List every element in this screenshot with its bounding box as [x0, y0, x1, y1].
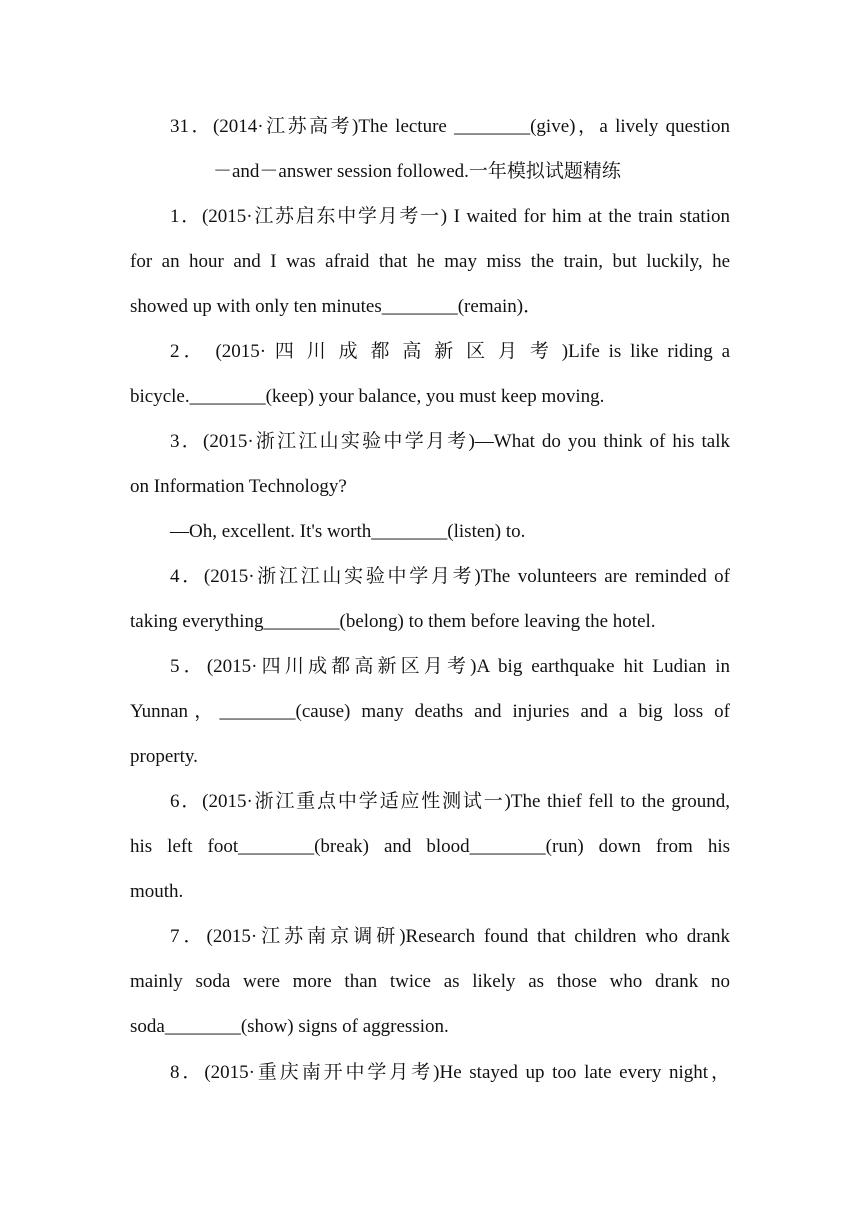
question-2-line-1: 2． (2015· 四 川 成 都 高 新 区 月 考 )Life is like riding a: [170, 341, 730, 362]
question-6-line-3: mouth.: [130, 881, 184, 902]
question-3-line-3: —Oh, excellent. It's worth________(listen) to.: [170, 521, 526, 542]
question-5-line-3: property.: [130, 746, 198, 767]
question-1-line-3: showed up with only ten minutes________(remain)．: [130, 296, 543, 317]
question-8-line-1: 8．(2015·重庆南开中学月考)He stayed up too late every night，: [170, 1062, 730, 1083]
question-5-line-2: Yunnan，________(cause) many deaths and injuries and a big loss of: [130, 701, 730, 722]
question-2-line-2: bicycle.________(keep) your balance, you must keep moving.: [130, 386, 605, 407]
question-4-line-2: taking everything________(belong) to them before leaving the hotel.: [130, 611, 656, 632]
question-1-line-1: 1．(2015·江苏启东中学月考一) I waited for him at the train station: [170, 206, 730, 227]
question-31-line-2: －and－answer session followed.一年模拟试题精练: [213, 161, 621, 182]
question-7-line-2: mainly soda were more than twice as likely as those who drank no: [130, 971, 730, 992]
question-4-line-1: 4．(2015·浙江江山实验中学月考)The volunteers are reminded of: [170, 566, 730, 587]
question-7-line-1: 7．(2015·江苏南京调研)Research found that children who drank: [170, 926, 730, 947]
question-5-line-1: 5．(2015·四川成都高新区月考)A big earthquake hit Ludian in: [170, 656, 730, 677]
question-3-line-2: on Information Technology?: [130, 476, 347, 497]
question-6-line-1: 6．(2015·浙江重点中学适应性测试一)The thief fell to the ground,: [170, 791, 730, 812]
question-7-line-3: soda________(show) signs of aggression.: [130, 1016, 449, 1037]
question-1-line-2: for an hour and I was afraid that he may miss the train, but luckily, he: [130, 251, 730, 272]
question-3-line-1: 3．(2015·浙江江山实验中学月考)—What do you think of his talk: [170, 431, 730, 452]
question-6-line-2: his left foot________(break) and blood________(run) down from his: [130, 836, 730, 857]
question-31-line-1: 31．(2014·江苏高考)The lecture ________(give)，a lively question: [170, 116, 730, 137]
